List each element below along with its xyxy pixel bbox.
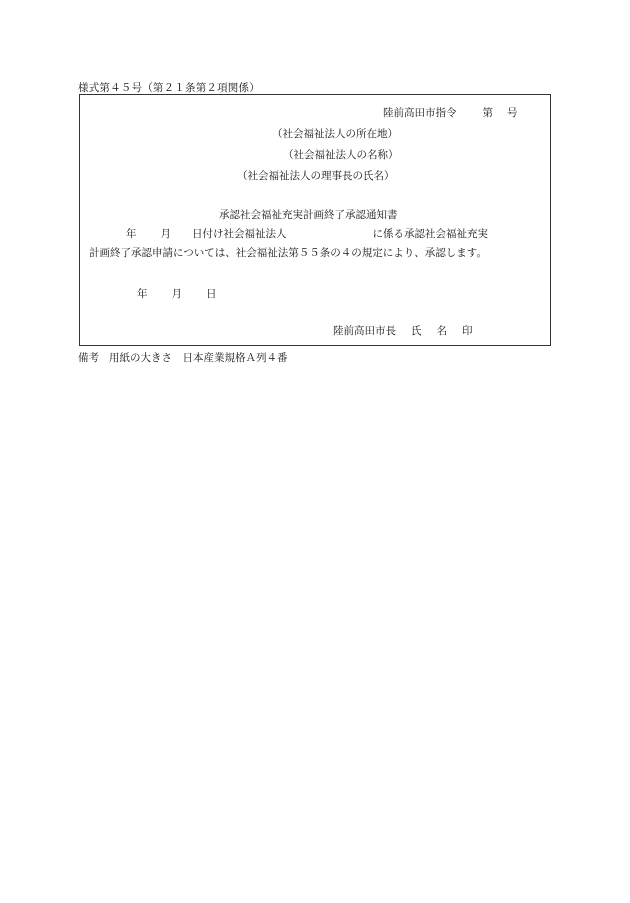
- addressee-name: （社会福祉法人の名称）: [283, 149, 399, 161]
- issue-date: [137, 287, 217, 301]
- notice-document: [79, 94, 551, 346]
- remarks-text: 用紙の大きさ 日本産業規格Ａ列４番: [109, 352, 288, 364]
- seal-mark: 印: [462, 325, 473, 337]
- reference-number-line: [383, 106, 518, 120]
- date-year: 年: [137, 288, 148, 300]
- body-tail: に係る承認社会福祉充実: [372, 228, 488, 240]
- number-suffix: 号: [507, 107, 518, 119]
- body-line-2: 計画終了承認申請については、社会福祉法第５５条の４の規定により、承認します。: [89, 247, 487, 259]
- document-title: 承認社会福祉充実計画終了承認通知書: [219, 209, 398, 221]
- remarks-label: 備考: [78, 352, 99, 364]
- body-line-1: [126, 227, 488, 241]
- name-label-2: 名: [436, 325, 447, 337]
- remarks-note: [78, 350, 288, 365]
- body-date-text: 日付け社会福祉法人: [192, 228, 287, 240]
- body-year: 年: [126, 228, 137, 240]
- addressee-address: （社会福祉法人の所在地）: [272, 128, 398, 140]
- number-label: 第: [482, 107, 493, 119]
- form-number: 様式第４５号（第２１条第２項関係）: [78, 82, 260, 94]
- date-day: 日: [206, 288, 217, 300]
- issuer-reference: 陸前高田市指令: [383, 107, 457, 119]
- mayor-title: 陸前高田市長: [333, 325, 396, 337]
- name-label: 氏: [411, 325, 422, 337]
- body-month: 月: [160, 228, 171, 240]
- addressee-chairman: （社会福祉法人の理事長の氏名）: [237, 170, 395, 182]
- date-month: 月: [171, 288, 182, 300]
- signature-line: [333, 324, 473, 338]
